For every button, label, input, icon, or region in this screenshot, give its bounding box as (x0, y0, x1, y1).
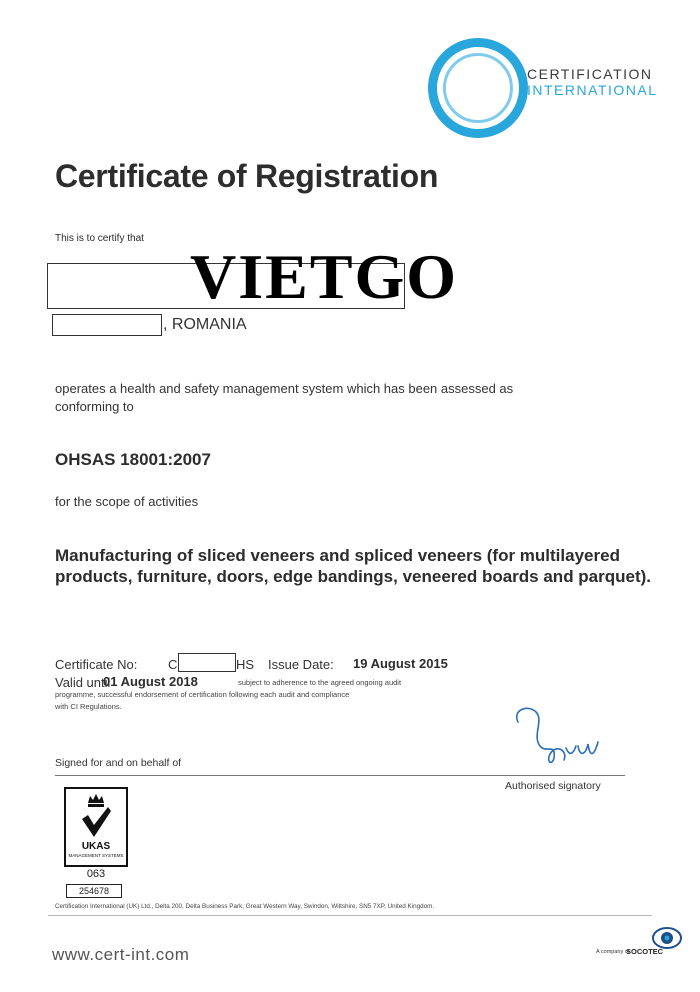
socotec-label: SOCOTEC (626, 947, 664, 956)
conformity-statement: operates a health and safety management system which has been assessed as conforming to (55, 381, 514, 414)
issue-date-label: Issue Date: (268, 657, 334, 672)
valid-until-value: 01 August 2018 (103, 674, 198, 689)
signature-icon (510, 702, 610, 774)
valid-until-label: Valid until (55, 675, 111, 690)
logo-text-line1: CERTIFICATION (527, 66, 653, 82)
company-address: Certification International (UK) Ltd., Delta 200, Delta Business Park, Great Western Way, Swindon, Wiltshire, SN5 7XP, United Kingdom. (55, 903, 435, 910)
redacted-certificate-number (178, 653, 236, 672)
certification-international-logo-icon (428, 38, 528, 138)
logo-text-line2: INTERNATIONAL (527, 82, 658, 98)
ukas-sub-label: MANAGEMENT SYSTEMS (68, 853, 124, 858)
crown-tick-icon (80, 793, 112, 839)
standard-name: OHSAS 18001:2007 (55, 450, 211, 469)
company-of-label: A company of (596, 949, 630, 955)
certificate-number-label: Certificate No: (55, 657, 138, 672)
ukas-label: UKAS (81, 841, 111, 852)
scope-intro-text: for the scope of activities (55, 494, 199, 509)
authorised-signatory-label: Authorised signatory (505, 780, 601, 792)
certificate-number-prefix: C (168, 657, 178, 672)
scope-of-activities: Manufacturing of sliced veneers and spliced veneers (for multilayered products, furniture, doors, edge bandings, veneered boards and parquet). (55, 546, 652, 586)
socotec-eye-icon (652, 925, 682, 951)
ukas-number: 063 (86, 868, 106, 880)
footer-divider (48, 915, 652, 916)
ukas-accreditation-mark (64, 787, 128, 867)
signed-on-behalf-label: Signed for and on behalf of (55, 757, 182, 769)
country-text: , ROMANIA (163, 316, 247, 333)
certificate-number-suffix: HS (236, 657, 255, 672)
vietgo-watermark: VIETGO (190, 241, 459, 312)
certify-intro-text: This is to certify that (55, 233, 144, 244)
issue-date-value: 19 August 2015 (353, 656, 448, 671)
ukas-reference: 254678 (66, 884, 122, 898)
signature-line (55, 775, 625, 776)
conditions-text-line2: programme, successful endorsement of certification following each audit and compliance (55, 690, 350, 699)
website-link[interactable]: www.cert-int.com (52, 945, 190, 964)
conditions-text-line1: subject to adherence to the agreed ongoing audit (238, 678, 402, 687)
certificate-title: Certificate of Registration (55, 158, 439, 194)
redacted-city (52, 314, 162, 336)
conditions-text-line3: with CI Regulations. (55, 702, 122, 711)
